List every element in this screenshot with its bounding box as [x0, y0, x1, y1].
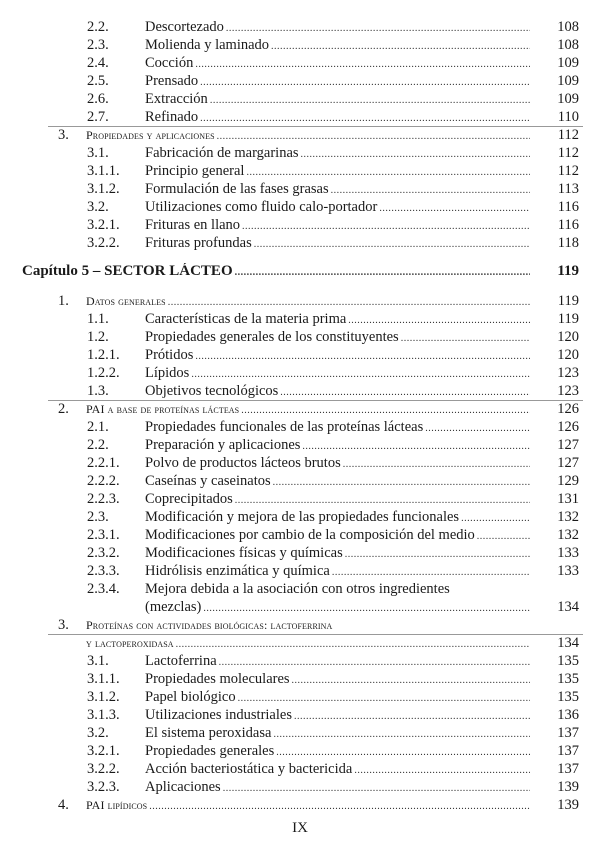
dot-leader [425, 420, 530, 437]
dot-leader [219, 654, 530, 671]
toc-entry-number: 2.4. [87, 55, 109, 71]
toc-entry-number: 2.6. [87, 91, 109, 107]
dot-leader [238, 690, 530, 707]
toc-entry-page: 131 [557, 491, 579, 507]
toc-entry-number: 3.1.1. [87, 671, 120, 687]
toc-entry [0, 797, 600, 814]
toc-entry-page: 133 [557, 563, 579, 579]
toc-entry [0, 563, 600, 580]
toc-entry-title: Prensado [145, 73, 199, 89]
toc-entry [0, 37, 600, 54]
toc-entry-page: 116 [557, 199, 579, 215]
dot-leader [273, 474, 530, 491]
toc-entry-title: Prótidos [145, 347, 194, 363]
dot-leader [223, 780, 530, 797]
toc-entry-title: Modificación y mejora de las propiedades funcionales [145, 509, 460, 525]
toc-entry-number: 1.2.2. [87, 365, 120, 381]
toc-entry-number: 1.2. [87, 329, 109, 345]
toc-entry [0, 707, 600, 724]
toc-entry-page: 112 [557, 145, 579, 161]
dot-leader [348, 312, 530, 329]
toc-entry-title: Utilizaciones como fluido calo-portador [145, 199, 378, 215]
toc-entry-number: 2.2. [87, 19, 109, 35]
dot-leader [235, 264, 530, 281]
toc-entry-page: 120 [557, 347, 579, 363]
toc-entry-title: Modificaciones físicas y químicas [145, 545, 343, 561]
dot-leader [195, 348, 530, 365]
toc-entry [0, 181, 600, 198]
toc-entry-number: 2.7. [87, 109, 109, 125]
toc-entry-page: 120 [557, 329, 579, 345]
dot-leader [343, 456, 530, 473]
toc-entry [0, 671, 600, 688]
dot-leader [292, 672, 530, 689]
toc-entry-number: 3.2. [87, 725, 109, 741]
toc-entry-title: Mejora debida a la asociación con otros ingredientes [145, 581, 450, 597]
toc-entry-page: 126 [557, 419, 579, 435]
toc-entry-title: Modificaciones por cambio de la composición del medio [145, 527, 475, 543]
toc-entry-page: 135 [557, 653, 579, 669]
dot-leader [280, 384, 530, 401]
section-rule [48, 634, 583, 635]
toc-entry [0, 509, 600, 526]
dot-leader [176, 636, 530, 653]
toc-entry-number: 2.2.1. [87, 455, 120, 471]
toc-entry [0, 55, 600, 72]
dot-leader [331, 182, 530, 199]
toc-entry-number: 2.3. [87, 37, 109, 53]
toc-entry-title: Polvo de productos lácteos brutos [145, 455, 341, 471]
toc-entry-page: 133 [557, 545, 579, 561]
toc-entry-page: 109 [557, 73, 579, 89]
dot-leader [254, 236, 530, 253]
toc-entry-page: 134 [557, 635, 579, 651]
toc-entry-page: 116 [557, 217, 579, 233]
toc-entry [0, 581, 600, 598]
toc-entry-title: Propiedades funcionales de las proteínas lácteas [145, 419, 424, 435]
toc-entry-title: Proteínas con actividades biológicas: lactoferrina [86, 618, 333, 632]
toc-entry [0, 599, 600, 616]
dot-leader [200, 74, 530, 91]
toc-entry-title: Lípidos [145, 365, 190, 381]
toc-entry-page: 119 [557, 311, 579, 327]
toc-entry-page: 129 [557, 473, 579, 489]
dot-leader [332, 564, 530, 581]
toc-entry-title: Frituras en llano [145, 217, 241, 233]
toc-entry [0, 635, 600, 652]
toc-entry-number: 2.3.4. [87, 581, 120, 597]
toc-entry-title: Cocción [145, 55, 194, 71]
toc-entry [0, 109, 600, 126]
toc-entry-title: Principio general [145, 163, 245, 179]
toc-entry-title: El sistema peroxidasa [145, 725, 272, 741]
toc-entry [0, 743, 600, 760]
toc-entry-page: 113 [557, 181, 579, 197]
dot-leader [302, 438, 530, 455]
toc-entry-page: 109 [557, 91, 579, 107]
dot-leader [276, 744, 530, 761]
toc-entry-page: 135 [557, 671, 579, 687]
dot-leader [241, 402, 530, 419]
toc-entry [0, 383, 600, 400]
toc-entry-page: 123 [557, 365, 579, 381]
toc-entry-number: 2.5. [87, 73, 109, 89]
dot-leader [168, 294, 530, 311]
toc-entry [0, 761, 600, 778]
toc-entry-number: 1.1. [87, 311, 109, 327]
toc-entry-title: Propiedades generales [145, 743, 275, 759]
section-rule [48, 400, 583, 401]
toc-entry-number: 2.3. [87, 509, 109, 525]
toc-entry-title: Descortezado [145, 19, 224, 35]
toc-entry-title: y lactoperoxidasa [86, 636, 174, 650]
toc-entry-number: 2.2. [87, 437, 109, 453]
toc-entry-number: 3.1.3. [87, 707, 120, 723]
toc-entry-title: Formulación de las fases grasas [145, 181, 329, 197]
toc-entry-number: 2.3.1. [87, 527, 120, 543]
toc-entry-title: Hidrólisis enzimática y química [145, 563, 330, 579]
toc-entry-number: 3. [58, 127, 69, 143]
toc-entry-number: 3.2. [87, 199, 109, 215]
toc-entry-page: 112 [557, 127, 579, 143]
toc-entry-title: Propiedades y aplicaciones [86, 128, 215, 142]
dot-leader [210, 92, 530, 109]
toc-entry [0, 527, 600, 544]
dot-leader [294, 708, 530, 725]
toc-entry-page: 110 [557, 109, 579, 125]
dot-leader [354, 762, 530, 779]
toc-entry-page: 119 [557, 293, 579, 309]
page-number: IX [292, 820, 308, 836]
dot-leader [191, 366, 530, 383]
dot-leader [203, 600, 530, 617]
toc-entry [0, 145, 600, 162]
toc-entry-title: Aplicaciones [145, 779, 221, 795]
dot-leader [301, 146, 530, 163]
toc-entry [0, 653, 600, 670]
toc-entry-page: 112 [557, 163, 579, 179]
toc-entry-page: 135 [557, 689, 579, 705]
toc-entry-number: 1. [58, 293, 69, 309]
dot-leader [246, 164, 530, 181]
toc-entry [0, 127, 600, 144]
dot-leader [379, 200, 530, 217]
dot-leader [242, 218, 530, 235]
toc-entry-number: 3.2.3. [87, 779, 120, 795]
toc-entry-title: Refinado [145, 109, 199, 125]
toc-entry-title: Utilizaciones industriales [145, 707, 292, 723]
toc-entry [0, 199, 600, 216]
toc-entry [0, 419, 600, 436]
toc-entry-page: 127 [557, 437, 579, 453]
dot-leader [195, 56, 530, 73]
toc-entry-number: 3.2.2. [87, 235, 120, 251]
toc-entry-number: 3.1.1. [87, 163, 120, 179]
dot-leader [149, 798, 530, 815]
toc-entry-number: 1.2.1. [87, 347, 120, 363]
toc-entry-title: Propiedades moleculares [145, 671, 290, 687]
toc-entry-title: Caseínas y caseinatos [145, 473, 271, 489]
toc-entry-page: 108 [557, 37, 579, 53]
section-rule [48, 126, 583, 127]
toc-entry [0, 347, 600, 364]
toc-entry-title: Acción bacteriostática y bactericida [145, 761, 353, 777]
toc-entry [0, 545, 600, 562]
toc-entry [0, 437, 600, 454]
toc-entry-page: 132 [557, 527, 579, 543]
toc-entry-title: Frituras profundas [145, 235, 252, 251]
toc-entry-page: 123 [557, 383, 579, 399]
toc-entry-number: 2. [58, 401, 69, 417]
toc-entry-title: Extracción [145, 91, 208, 107]
toc-entry-title: Capítulo 5 – SECTOR LÁCTEO [22, 263, 233, 279]
toc-entry-title: Datos generales [86, 294, 166, 308]
dot-leader [217, 128, 530, 145]
toc-entry-page: 127 [557, 455, 579, 471]
toc-entry-number: 3.2.1. [87, 217, 120, 233]
dot-leader [273, 726, 530, 743]
dot-leader [200, 110, 530, 127]
toc-entry-page: 139 [557, 779, 579, 795]
toc-entry-page: 132 [557, 509, 579, 525]
toc-entry-title: PAI a base de proteínas lácteas [86, 402, 240, 416]
toc-entry-number: 2.3.3. [87, 563, 120, 579]
toc-entry [0, 163, 600, 180]
dot-leader [401, 330, 530, 347]
toc-entry [0, 401, 600, 418]
toc-entry-number: 3.1. [87, 653, 109, 669]
toc-entry-number: 3. [58, 617, 69, 633]
toc-entry-page: 139 [557, 797, 579, 813]
dot-leader [271, 38, 530, 55]
toc-entry [0, 293, 600, 310]
toc-entry-title: Características de la materia prima [145, 311, 347, 327]
toc-entry-title: Molienda y laminado [145, 37, 270, 53]
toc-entry-title: Papel biológico [145, 689, 236, 705]
chapter-heading [0, 263, 600, 280]
toc-entry-number: 3.2.1. [87, 743, 120, 759]
toc-entry [0, 491, 600, 508]
toc-entry-title: Propiedades generales de los constituyentes [145, 329, 399, 345]
toc-entry-page: 137 [557, 743, 579, 759]
toc-entry-page: 137 [557, 725, 579, 741]
toc-entry [0, 311, 600, 328]
dot-leader [477, 528, 530, 545]
dot-leader [226, 20, 530, 37]
toc-entry-title: Objetivos tecnológicos [145, 383, 279, 399]
toc-entry-title: PAI lipídicos [86, 798, 148, 812]
toc-entry-title: Coprecipitados [145, 491, 233, 507]
toc-entry-number: 3.1.2. [87, 181, 120, 197]
toc-entry [0, 725, 600, 742]
toc-entry [0, 455, 600, 472]
toc-entry-title: Lactoferrina [145, 653, 217, 669]
toc-entry [0, 779, 600, 796]
toc-entry [0, 235, 600, 252]
toc-entry-number: 2.3.2. [87, 545, 120, 561]
toc-entry-page: 109 [557, 55, 579, 71]
toc-entry-page: 134 [557, 599, 579, 615]
toc-entry-number: 2.1. [87, 419, 109, 435]
toc-entry [0, 689, 600, 706]
toc-entry-title: (mezclas) [145, 599, 202, 615]
toc-entry-title: Fabricación de margarinas [145, 145, 299, 161]
toc-entry-page: 126 [557, 401, 579, 417]
toc-entry-page: 118 [557, 235, 579, 251]
toc-entry-number: 2.2.2. [87, 473, 120, 489]
toc-entry [0, 73, 600, 90]
toc-entry [0, 19, 600, 36]
toc-entry [0, 473, 600, 490]
dot-leader [461, 510, 530, 527]
toc-entry [0, 329, 600, 346]
toc-entry-number: 3.2.2. [87, 761, 120, 777]
toc-entry-number: 1.3. [87, 383, 109, 399]
toc-entry-number: 3.1.2. [87, 689, 120, 705]
toc-entry-page: 137 [557, 761, 579, 777]
toc-entry [0, 617, 600, 634]
toc-entry [0, 91, 600, 108]
toc-entry-number: 3.1. [87, 145, 109, 161]
toc-entry-number: 4. [58, 797, 69, 813]
dot-leader [345, 546, 530, 563]
toc-entry-page: 119 [557, 263, 579, 279]
dot-leader [235, 492, 530, 509]
toc-entry [0, 365, 600, 382]
toc-entry-page: 108 [557, 19, 579, 35]
toc-entry-page: 136 [557, 707, 579, 723]
toc-entry-number: 2.2.3. [87, 491, 120, 507]
toc-entry [0, 217, 600, 234]
toc-entry-title: Preparación y aplicaciones [145, 437, 301, 453]
